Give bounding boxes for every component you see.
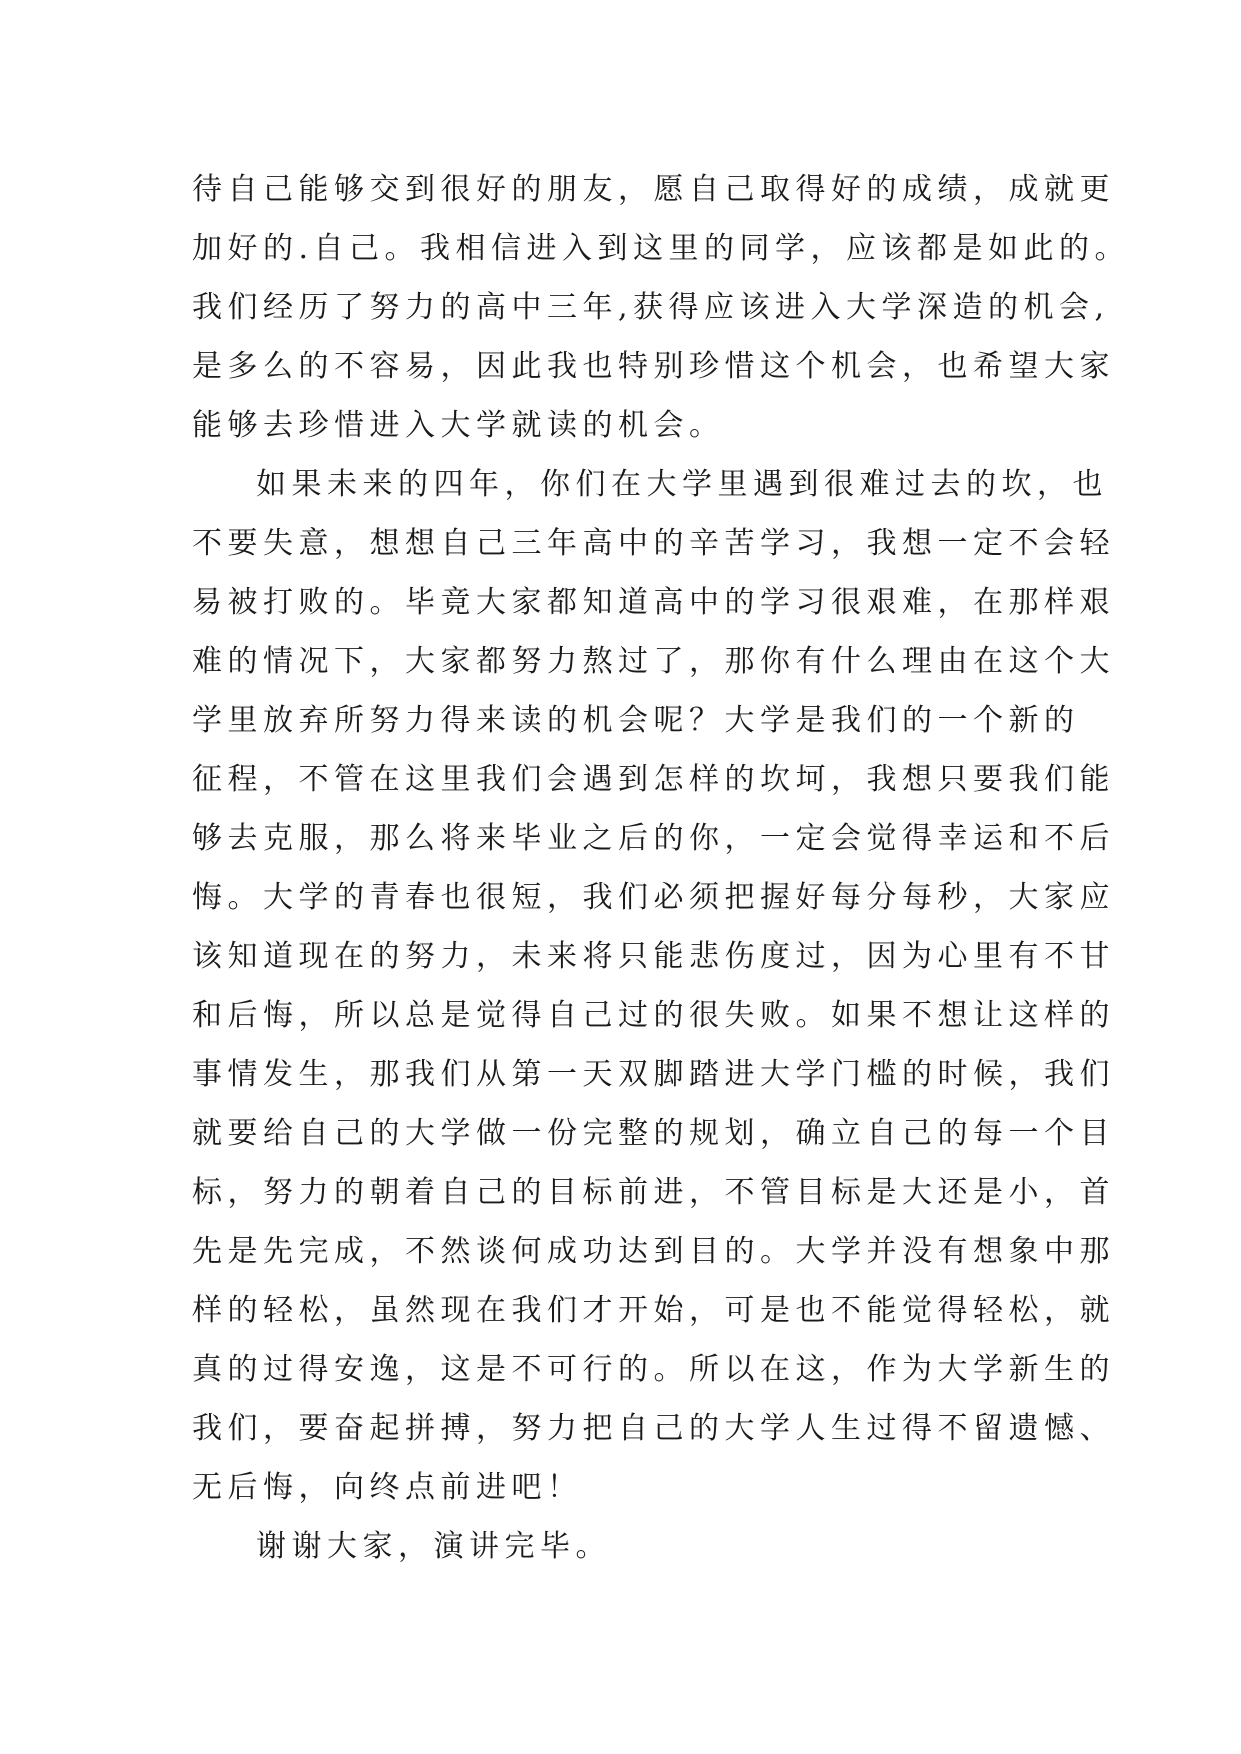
- speech-body: [192, 160, 1131, 1576]
- text-line: 征程，不管在这里我们会遇到怎样的坎坷，我想只要我们能: [192, 762, 1115, 797]
- text-line: 先是先完成，不然谈何成功达到目的。大学并没有想象中那: [192, 1234, 1115, 1269]
- closing-line: 谢谢大家，演讲完毕。: [256, 1529, 611, 1564]
- text-line: 我们经历了努力的高中三年,获得应该进入大学深造的机会,: [192, 290, 1110, 325]
- text-line: 待自己能够交到很好的朋友，愿自己取得好的成绩，成就更: [192, 172, 1115, 207]
- text-line: 难的情况下，大家都努力熬过了，那你有什么理由在这个大: [192, 644, 1115, 679]
- text-line: 无后悔，向终点前进吧！: [192, 1470, 583, 1505]
- text-line: 悔。大学的青春也很短，我们必须把握好每分每秒，大家应: [192, 880, 1115, 915]
- text-line: 真的过得安逸，这是不可行的。所以在这，作为大学新生的: [192, 1352, 1115, 1387]
- text-line: 够去克服，那么将来毕业之后的你，一定会觉得幸运和不后: [192, 821, 1115, 856]
- text-line: 不要失意，想想自己三年高中的辛苦学习，我想一定不会轻: [192, 526, 1115, 561]
- text-line: 是多么的不容易，因此我也特别珍惜这个机会，也希望大家: [192, 349, 1115, 384]
- text-line: 就要给自己的大学做一份完整的规划，确立自己的每一个目: [192, 1116, 1115, 1151]
- text-line: 能够去珍惜进入大学就读的机会。: [192, 408, 725, 443]
- text-line: 加好的.自己。我相信进入到这里的同学，应该都是如此的。: [192, 231, 1131, 266]
- text-line: 样的轻松，虽然现在我们才开始，可是也不能觉得轻松，就: [192, 1293, 1115, 1328]
- text-line: 该知道现在的努力，未来将只能悲伤度过，因为心里有不甘: [192, 939, 1115, 974]
- text-line: 学里放弃所努力得来读的机会呢？大学是我们的一个新的: [192, 703, 1080, 738]
- paragraph-start-line: 如果未来的四年，你们在大学里遇到很难过去的坎，也: [256, 467, 1108, 502]
- text-line: 和后悔，所以总是觉得自己过的很失败。如果不想让这样的: [192, 998, 1115, 1033]
- text-line: 易被打败的。毕竟大家都知道高中的学习很艰难，在那样艰: [192, 585, 1115, 620]
- text-line: 事情发生，那我们从第一天双脚踏进大学门槛的时候，我们: [192, 1057, 1115, 1092]
- text-line: 我们，要奋起拼搏，努力把自己的大学人生过得不留遗憾、: [192, 1411, 1115, 1446]
- text-line: 标，努力的朝着自己的目标前进，不管目标是大还是小，首: [192, 1175, 1115, 1210]
